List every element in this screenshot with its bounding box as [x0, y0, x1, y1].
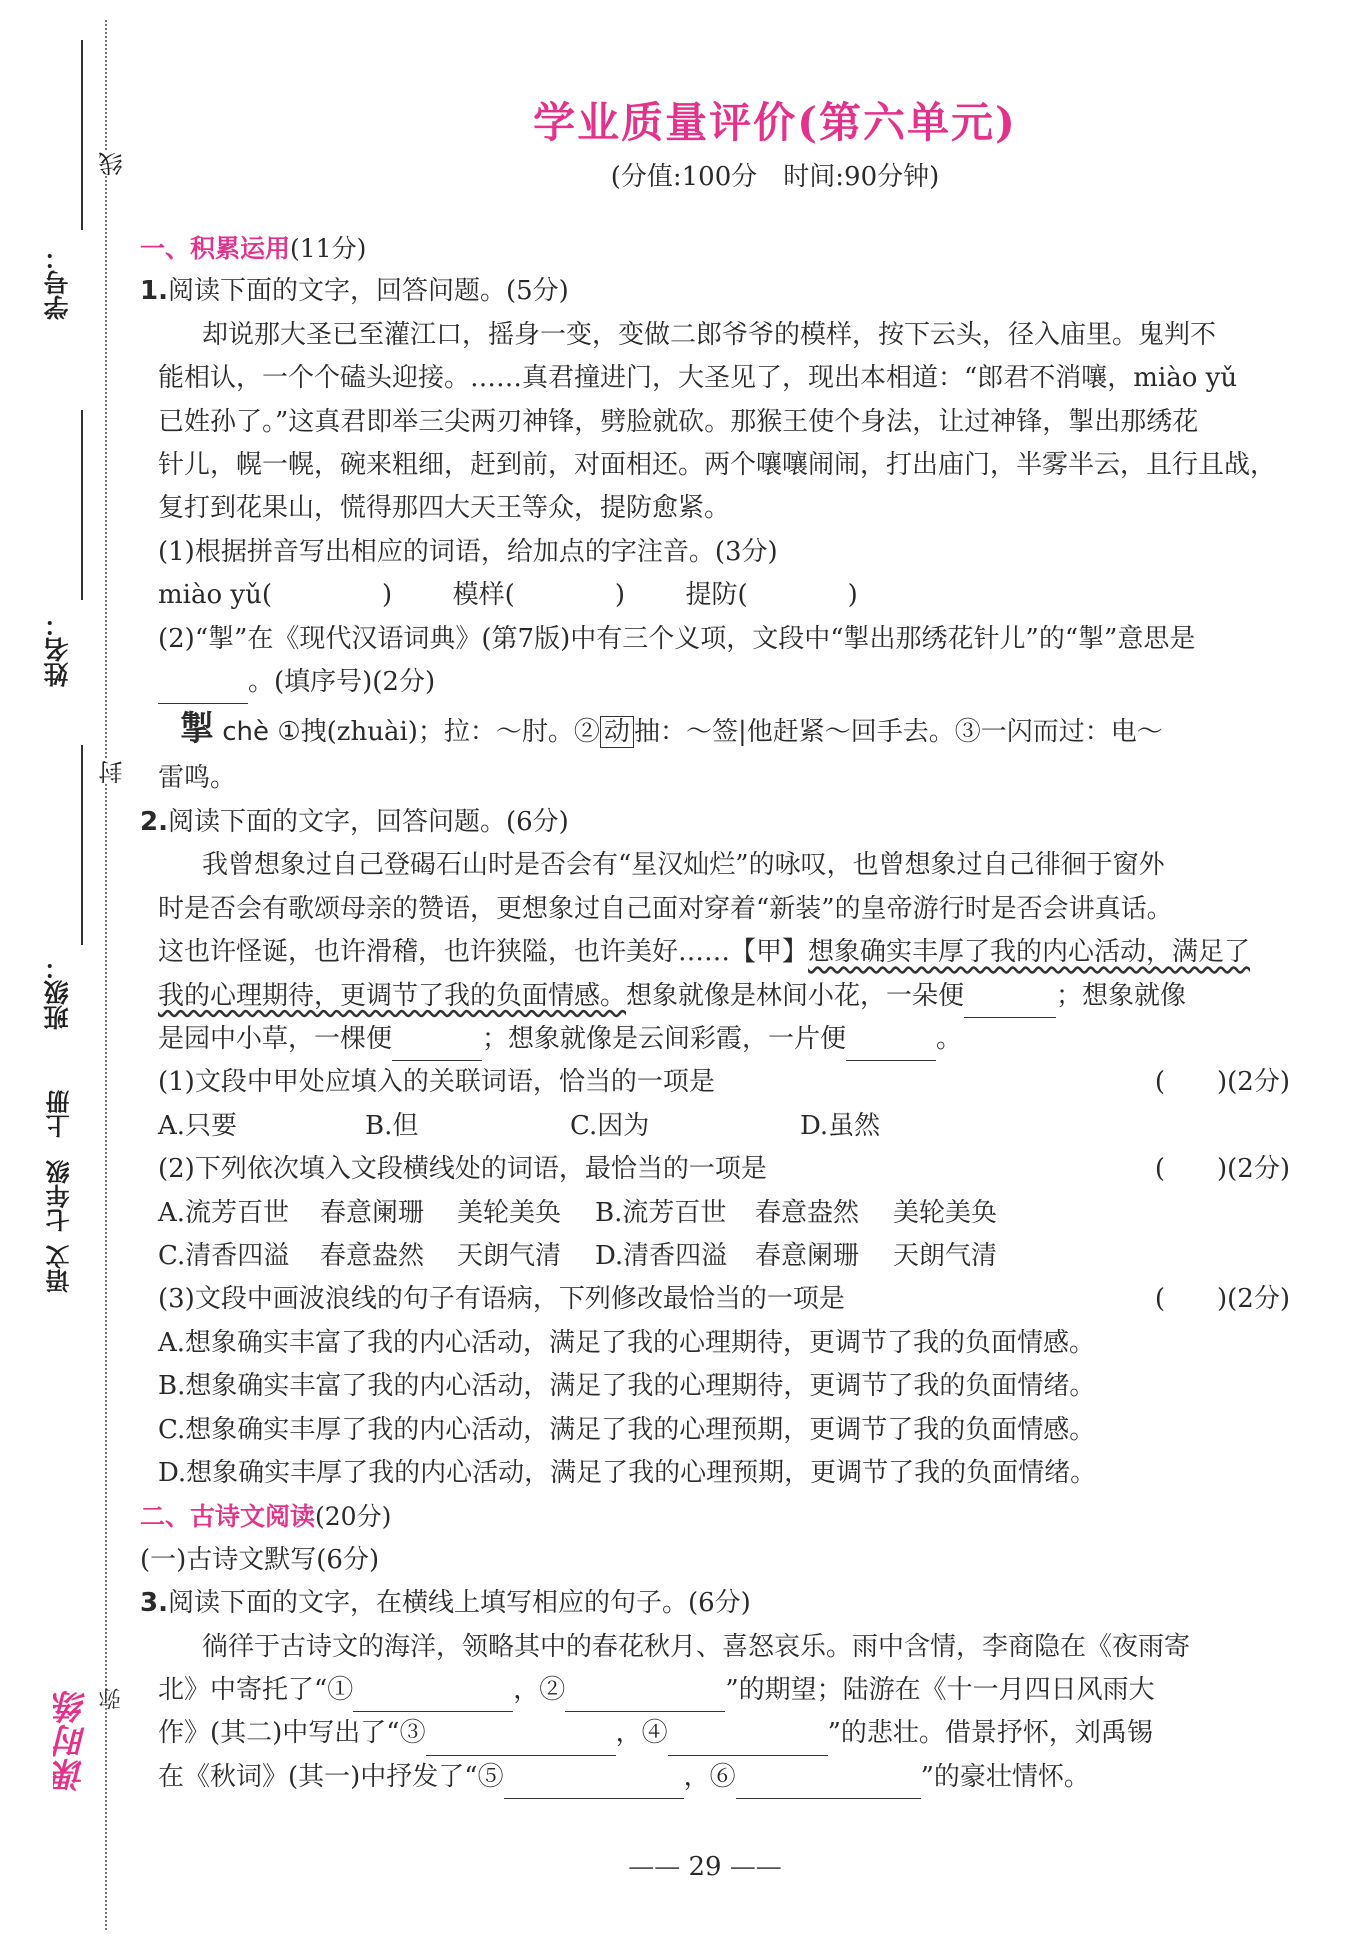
brand-sub: 弥 [99, 1688, 124, 1710]
q2-stem-text: 阅读下面的文字，回答问题。(6分) [167, 806, 569, 837]
q3-line: 徜徉于古诗文的海洋，领略其中的春花秋月、喜怒哀乐。雨中含情，李商隐在《夜雨寄 [202, 1631, 1191, 1662]
answer-blank[interactable] [846, 1030, 936, 1061]
q1-passage-line: 能相认，一个个磕头迎接。……真君撞进门，大圣见了，现出本相道：“郎君不消嚷，miào yǔ [158, 363, 1238, 394]
q2-text: 是园中小草，一棵便 [158, 1023, 393, 1054]
answer-blank-1[interactable] [353, 1681, 513, 1712]
worksheet [140, 90, 1290, 1799]
answer-blank-2[interactable] [565, 1681, 725, 1712]
q3-stem [140, 1582, 1290, 1625]
q2-text: 想象就像是林间小花，一朵便 [626, 980, 965, 1011]
option-a-word: 美轮美奂 [457, 1197, 562, 1228]
q3-text: ”的悲壮。借景抒怀，刘禹锡 [827, 1718, 1153, 1749]
q3-text: ”的期望；陆游在《十一月四日风雨大 [725, 1675, 1155, 1705]
option-a[interactable]: A.流芳百世 [158, 1197, 290, 1228]
q2-passage-line [140, 975, 1290, 1018]
q2-number: 2. [140, 806, 168, 837]
q2-passage-line: 时是否会有歌颂母亲的赞语，更想象过自己面对穿着“新装”的皇帝游行时是否会讲真话。 [158, 893, 1173, 924]
seal-mark-feng: 封 [95, 760, 130, 784]
brand-logo: 课时练 [53, 1690, 93, 1792]
grade-label: 七年级 [46, 1160, 74, 1232]
page-subtitle: (分值:100分 时间:90分钟) [610, 162, 940, 192]
option-c[interactable]: C.想象确实丰厚了我的内心活动，满足了我的心理预期，更调节了我的负面情感。 [158, 1414, 1096, 1445]
paren-close: ) [614, 580, 625, 611]
student-id-line [81, 40, 83, 230]
q1-sub2-tail: 。(填序号)(2分) [248, 667, 436, 698]
option-d-word: 春意阑珊 [755, 1240, 860, 1271]
answer-blank[interactable] [158, 673, 248, 704]
option-c[interactable]: C.因为 [570, 1110, 650, 1141]
class-label: 班级： [43, 955, 72, 1030]
q2-text: 这也许怪诞，也许滑稽，也许狭隘，也许美好……【甲】 [158, 937, 809, 968]
q1-sub2: (2)“掣”在《现代汉语词典》(第7版)中有三个义项，文段中“掣出那绣花针儿”的“掣”意思是 [158, 623, 1196, 654]
q1-passage-line: 针儿，幌一幌，碗来粗细，赶到前，对面相还。两个嚷嚷闹闹，打出庙门，半雾半云，且行且战， [158, 450, 1277, 481]
q3-text: 作》(其二)中写出了“③ [158, 1718, 426, 1749]
q3-text: ，④ [615, 1718, 668, 1749]
q3-text: ，⑥ [683, 1761, 736, 1792]
page-number-text: 29 [688, 1852, 722, 1882]
fill-difang: 提防( [685, 580, 748, 611]
q2-sub1 [140, 1061, 1290, 1104]
q2-passage-line: 我曾想象过自己登碣石山时是否会有“星汉灿烂”的咏叹，也曾想象过自己徘徊于窗外 [202, 850, 1165, 881]
q3-line [140, 1756, 1290, 1799]
q2-stem [140, 801, 1290, 844]
q3-stem-text: 阅读下面的文字，在横线上填写相应的句子。(6分) [167, 1588, 751, 1619]
score-bracket: ( )(2分) [1154, 1284, 1290, 1315]
q3-text: 在《秋词》(其一)中抒发了“⑤ [158, 1761, 504, 1792]
option-c[interactable]: C.清香四溢 [158, 1240, 290, 1271]
dictionary-entry-cont: 雷鸣。 [158, 763, 237, 794]
q1-fill-row [140, 574, 1290, 617]
q2-passage-line [140, 1018, 1290, 1061]
q2-sub2-options [140, 1192, 1290, 1235]
paren-close: ) [847, 580, 858, 611]
q2-sub2 [140, 1148, 1290, 1191]
q2-text: ；想象就像是云间彩霞，一片便 [482, 1023, 847, 1054]
class-line [81, 745, 83, 945]
option-b-word: 春意盎然 [755, 1197, 860, 1228]
binding-margin [0, 0, 135, 1956]
q1-number: 1. [140, 276, 168, 307]
section-1-heading [140, 227, 1290, 270]
q3-text: ，② [513, 1675, 566, 1705]
page-title: 学业质量评价(第六单元) [533, 98, 1017, 147]
answer-blank-3[interactable] [426, 1725, 616, 1756]
option-d-word: 天朗气清 [893, 1240, 998, 1271]
q1-passage-line: 却说那大圣已至灌江口，摇身一变，变做二郎爷爷的模样，按下云头，径入庙里。鬼判不 [202, 319, 1217, 350]
student-id-label: 学号： [43, 245, 72, 320]
dict-pinyin: chè [222, 717, 270, 748]
q1-stem-text: 阅读下面的文字，回答问题。(5分) [167, 276, 569, 307]
answer-blank[interactable] [964, 987, 1056, 1018]
option-a-word: 春意阑珊 [320, 1197, 425, 1228]
dotted-cut-line [105, 20, 107, 1930]
dict-headword: 掣 [180, 709, 214, 750]
option-a[interactable]: A.想象确实丰富了我的内心活动，满足了我的心理期待，更调节了我的负面情感。 [158, 1327, 1096, 1358]
q2-sub3-text: (3)文段中画波浪线的句子有语病，下列修改最恰当的一项是 [158, 1284, 845, 1315]
q2-sub2-options [140, 1235, 1290, 1278]
option-d[interactable]: D.虽然 [800, 1110, 881, 1141]
fill-miaoyu: miào yǔ( [158, 580, 272, 611]
q1-passage-line: 已姓孙了。”这真君即举三尖两刃神锋，劈脸就砍。那猴王使个身法，让过神锋，掣出那绣花 [158, 406, 1199, 437]
dict-sense-1: ①拽(zhuài)；拉：～肘。② [277, 717, 600, 748]
seal-mark-xian: 线 [95, 152, 130, 176]
score-bracket: ( )(2分) [1154, 1067, 1290, 1098]
wavy-sentence: 我的心理期待，更调节了我的负面情感。 [158, 980, 627, 1011]
q3-text: 北》中寄托了“① [158, 1675, 354, 1705]
dict-sense-2: 抽：～签|他赶紧～回手去。③一闪而过：电～ [633, 717, 1163, 748]
q2-sub3 [140, 1278, 1290, 1321]
section-1-title: 一、积累运用 [140, 234, 291, 263]
q2-sub2-text: (2)下列依次填入文段横线处的词语，最恰当的一项是 [158, 1154, 767, 1185]
q3-number: 3. [140, 1588, 168, 1619]
q2-text: 。 [936, 1023, 963, 1054]
answer-blank-6[interactable] [736, 1768, 921, 1799]
option-d[interactable]: D.想象确实丰厚了我的内心活动，满足了我的心理预期，更调节了我的负面情绪。 [158, 1457, 1097, 1488]
subsection-heading: (一)古诗文默写(6分) [140, 1544, 380, 1575]
volume-label: 上册 [46, 1090, 74, 1138]
name-label: 姓名： [43, 612, 72, 687]
q1-stem [140, 270, 1290, 313]
q2-passage-line [140, 931, 1290, 974]
option-b[interactable]: B.但 [365, 1110, 419, 1141]
fill-muyang: 模样( [452, 580, 515, 611]
subject-label: 语文 [46, 1245, 74, 1293]
option-c-word: 天朗气清 [457, 1240, 562, 1271]
answer-blank[interactable] [392, 1030, 482, 1061]
score-bracket: ( )(2分) [1154, 1154, 1290, 1185]
page-number: —— 29 —— [628, 1852, 782, 1882]
q2-sub1-options [140, 1105, 1290, 1148]
option-a[interactable]: A.只要 [158, 1110, 238, 1141]
q1-sub1: (1)根据拼音写出相应的词语，给加点的字注音。(3分) [158, 536, 778, 567]
name-line [81, 410, 83, 600]
section-2-heading [140, 1495, 1290, 1538]
paren-close: ) [381, 580, 393, 611]
option-d[interactable]: D.清香四溢 [595, 1240, 728, 1271]
dict-pos-box: 动 [600, 716, 634, 748]
option-b[interactable]: B.流芳百世 [595, 1197, 727, 1228]
q1-passage-line: 复打到花果山，慌得那四大天王等众，提防愈紧。 [158, 493, 731, 524]
q2-sub1-text: (1)文段中甲处应填入的关联词语，恰当的一项是 [158, 1067, 715, 1098]
q2-text: ；想象就像 [1056, 980, 1187, 1011]
q3-line [140, 1712, 1290, 1755]
option-b-word: 美轮美奂 [893, 1197, 998, 1228]
q3-line [140, 1669, 1290, 1712]
section-1-points: (11分) [290, 234, 367, 263]
q3-text: ”的豪壮情怀。 [920, 1761, 1090, 1792]
answer-blank-5[interactable] [504, 1768, 684, 1799]
q1-sub2-cont [140, 661, 1290, 704]
option-b[interactable]: B.想象确实丰富了我的内心活动，满足了我的心理期待，更调节了我的负面情绪。 [158, 1371, 1096, 1402]
dictionary-entry [140, 704, 1290, 757]
answer-blank-4[interactable] [668, 1725, 828, 1756]
section-2-title: 二、古诗文阅读 [140, 1502, 316, 1532]
wavy-sentence: 想象确实丰厚了我的内心活动，满足了 [808, 937, 1251, 968]
option-c-word: 春意盎然 [320, 1240, 425, 1271]
section-2-points: (20分) [315, 1502, 392, 1532]
